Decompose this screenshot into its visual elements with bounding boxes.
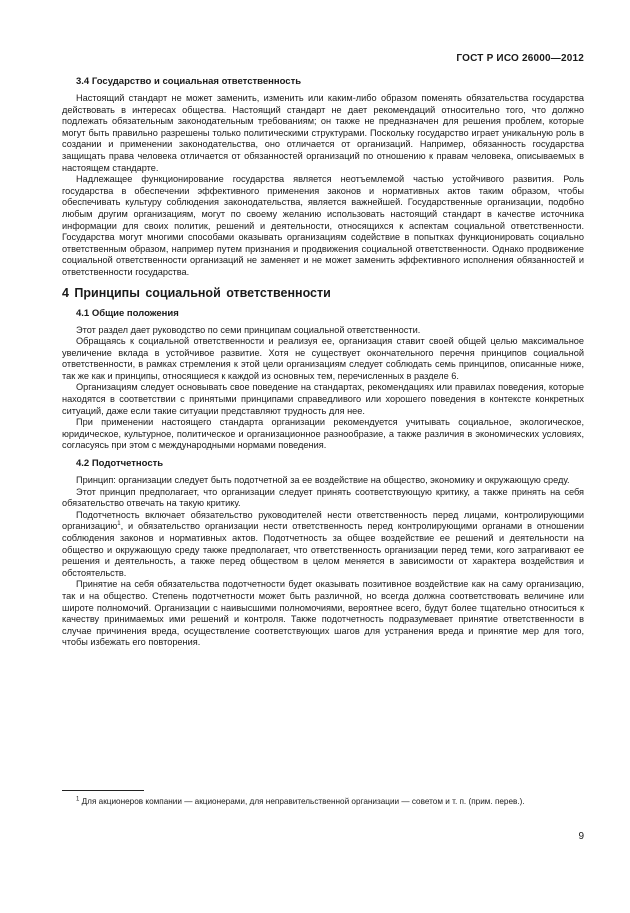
section-4-1-paragraph-1: Этот раздел дает руководство по семи принципам социальной ответственности. [76,324,421,335]
page-number: 9 [578,831,584,842]
footnote-marker: 1 [76,796,80,803]
footnote-divider [62,790,144,791]
footnote-text: Для акционеров компании — акционерами, для неправительственной организации — советом и т. п. (прим. перев.). [79,797,525,806]
section-4-2-paragraph-4: Принятие на себя обязательства подотчетности будет оказывать позитивное воздействие как на саму организацию, так и на общество. Степень подотчетности может быть различной, но всегда должна соответствовать величине или широте полномочий. Организации с наивысшими полномочиями, вероятнее всего, будут более тщательно относиться к качеству принимаемых ими решений и контроля. Также подотчетность подразумевает принятие ответственности в случае причинения вреда, осуществление соответствующих шагов для устранения вреда и принятие мер для того, чтобы избежать его повторения. [62,579,584,648]
footnote-reference[interactable]: 1 [117,521,121,528]
section-4-2-paragraph-2: Этот принцип предполагает, что организации следует принять соответствующую критику, а также принять на себя обязательство отвечать на такую критику. [62,486,584,509]
section-4-heading: 4 Принципы социальной ответственности [62,285,331,300]
document-code-header: ГОСТ Р ИСО 26000—2012 [456,53,584,64]
footnote [62,796,584,807]
main-content [62,76,584,649]
section-3-4-paragraph-2: Надлежащее функционирование государства является неотъемлемой частью устойчивого развития. Роль государства в обеспечении эффективного применения законов и нормативных актов таким образом, чтобы обеспечивать культуру соблюдения законодательства, является важнейшей. Государственные организации, подобно любым другим организациям, могут по своему желанию использовать настоящий стандарт в качестве источника информации для своих политик, решений и деятельности, относящихся к аспектам социальной ответственности. Государства могут многими способами оказывать организациям содействие в попытках функционировать социально ответственным образом, например путем признания и продвижения социальной ответственности. Однако продвижение социальной ответственности организаций не заменяет и не может заменить эффективного исполнения обязанностей и ответственности государства. [62,174,584,277]
section-3-4-paragraph-1: Настоящий стандарт не может заменить, изменить или каким-либо образом поменять обязательства государства действовать в интересах общества. Настоящий стандарт не дает рекомендаций относительно того, что должно подлежать обязательным законодательным требованиям; он также не предназначен для решения проблем, которые могут быть правильно разрешены только политическими структурами. Поскольку государство играет уникальную роль в создании и применении законодательства, оно отличается от организаций. Например, обязанность государства защищать права человека отличается от обязанностей организаций по отношению к правам человека, описываемых в настоящем стандарте. [62,93,584,173]
paragraph-text-part-2: , и обязательство организации нести ответственность перед контролирующими органами в отношении соблюдения законов и нормативных актов. Подотчетность за общее воздействие ее решений и деятельности на общество и окружающую среду также предполагает, что ответственность организации перед теми, кого затрагивают ее решения и деятельность, а также перед обществом в целом меняется в зависимости от характера воздействия и обстоятельств. [62,521,584,578]
section-4-1-paragraph-2: Обращаясь к социальной ответственности и реализуя ее, организация ставит своей общей целью максимальное увеличение вклада в устойчивое развитие. Хотя не существует окончательного перечня принципов социальной ответственности, в рамках стремления к этой цели организациям следует соблюдать семь принципов, описанные ниже, так же как и принципы, относящиеся к каждой из основных тем, перечисленных в разделе 6. [62,336,584,381]
section-4-2-paragraph-3 [62,510,584,580]
paragraph-text-part-1: Подотчетность включает обязательство руководителей нести ответственность перед лицами, контролирующими организацию [62,509,584,532]
section-4-1-paragraph-3: Организациям следует основывать свое поведение на стандартах, рекомендациях или правилах поведения, которые находятся в соответствии с принятыми принципами справедливого или хорошего поведения в контексте конкретных ситуаций, даже если такие ситуации представляют трудность для нее. [62,382,584,416]
section-4-2-heading: 4.2 Подотчетность [76,458,164,470]
section-4-1-heading: 4.1 Общие положения [76,307,179,319]
section-3-4-heading: 3.4 Государство и социальная ответственность [76,76,302,87]
section-4-1-paragraph-4: При применении настоящего стандарта организации рекомендуется учитывать социальное, экологическое, юридическое, культурное, политическое и организационное разнообразие, а также различия в экономических условиях, согласуясь при этом с международными нормами поведения. [62,417,584,451]
section-4-2-paragraph-1: Принцип: организации следует быть подотчетной за ее воздействие на общество, экономику и окружающую среду. [76,475,570,486]
